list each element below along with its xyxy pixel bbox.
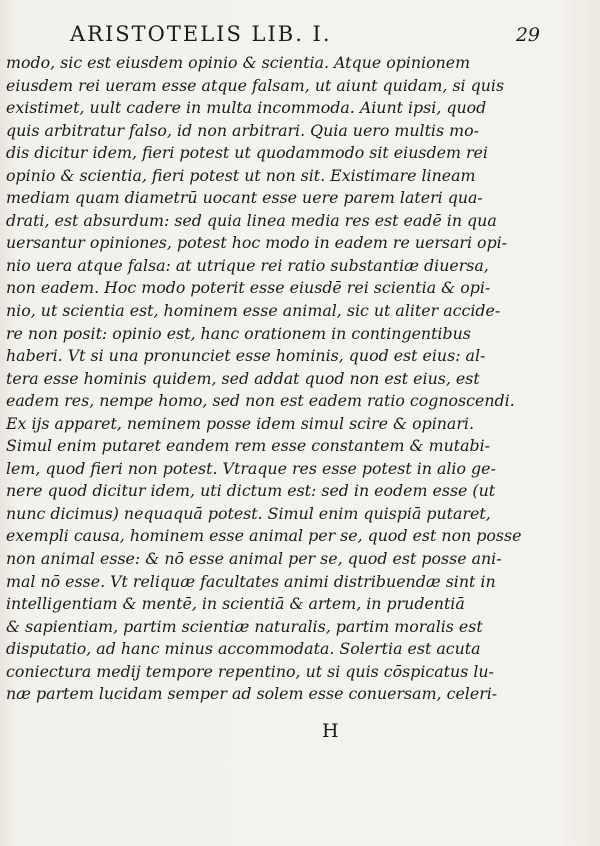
text-line: modo, sic est eiusdem opinio & scientia. Atque opinionem: [6, 53, 471, 72]
text-line: disputatio, ad hanc minus accommodata. Solertia est acuta: [6, 639, 481, 659]
text-line: eadem res, nempe homo, sed non est eadem ratio cognoscendi.: [6, 391, 515, 411]
text-line: uersantur opiniones, potest hoc modo in eadem re uersari opi-: [6, 233, 508, 253]
text-line: mal nō esse. Vt reliquæ facultates animi distribuendæ sint in: [6, 571, 496, 591]
text-line: exempli causa, hominem esse animal per se, quod est non posse: [6, 526, 522, 546]
text-line: nere quod dicitur idem, uti dictum est: sed in eodem esse (ut: [6, 481, 496, 501]
text-line: Ex ijs apparet, neminem posse idem simul scire & opinari.: [6, 413, 474, 433]
text-line: eiusdem rei ueram esse atque falsam, ut aiunt quidam, si quis: [6, 75, 505, 95]
text-line: nio uera atque falsa: at utrique rei ratio substantiæ diuersa,: [6, 255, 489, 275]
text-line: drati, est absurdum: sed quia linea media res est eadē in qua: [6, 210, 497, 230]
text-line: tera esse hominis quidem, sed addat quod non est eius, est: [6, 368, 480, 388]
text-line: non animal esse: & nō esse animal per se, quod est posse ani-: [6, 549, 502, 569]
text-line: quis arbitratur falso, id non arbitrari. Quia uero multis mo-: [6, 120, 479, 140]
running-head: [70, 22, 540, 50]
text-line: lem, quod fieri non potest. Vtraque res esse potest in alio ge-: [6, 458, 496, 478]
signature-mark: H: [322, 720, 339, 742]
page-number: 29: [515, 24, 540, 46]
text-line: dis dicitur idem, fieri potest ut quodammodo sit eiusdem rei: [6, 143, 488, 163]
text-line: coniectura medij tempore repentino, ut si quis cōspicatus lu-: [6, 661, 494, 681]
text-line: nunc dicimus) nequaquā potest. Simul enim quispiā putaret,: [6, 503, 491, 523]
text-line: næ partem lucidam semper ad solem esse conuersam, celeri-: [6, 684, 498, 704]
text-line: non eadem. Hoc modo poterit esse eiusdē rei scientia & opi-: [6, 278, 491, 298]
running-title: ARISTOTELIS LIB. I.: [70, 22, 332, 46]
text-line: intelligentiam & mentē, in scientiā & artem, in prudentiā: [6, 594, 465, 614]
text-line: existimet, uult cadere in multa incommoda. Aiunt ipsi, quod: [6, 98, 487, 118]
text-line: re non posit: opinio est, hanc orationem in contingentibus: [6, 323, 471, 343]
text-line: mediam quam diametrū uocant esse uere parem lateri qua-: [6, 188, 483, 208]
text-line: nio, ut scientia est, hominem esse animal, sic ut aliter accide-: [6, 301, 501, 321]
text-line: opinio & scientia, fieri potest ut non sit. Existimare lineam: [6, 165, 476, 185]
text-line: Simul enim putaret eandem rem esse constantem & mutabi-: [6, 436, 491, 456]
text-line: haberi. Vt si una pronunciet esse hominis, quod est eius: al-: [6, 346, 486, 366]
text-line: & sapientiam, partim scientiæ naturalis, partim moralis est: [6, 616, 483, 636]
body-text: [6, 52, 522, 706]
